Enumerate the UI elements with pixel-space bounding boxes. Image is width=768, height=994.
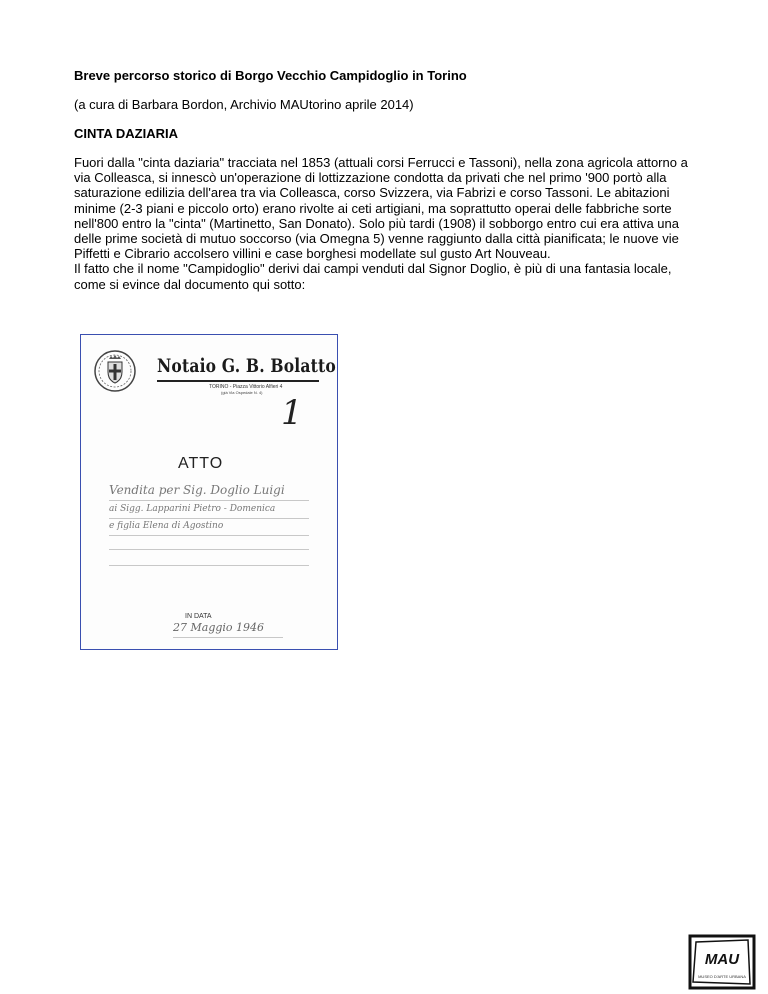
notary-name: Notaio G. B. Bolatto	[157, 355, 336, 377]
paragraph-2: Il fatto che il nome "Campidoglio" derivi dai campi venduti dal Signor Doglio, è più di una fantasia locale, come si evince dal documento qui sotto:	[74, 261, 672, 292]
date-label: IN DATA	[185, 613, 212, 620]
ruled-line	[109, 565, 309, 566]
section-heading: CINTA DAZIARIA	[74, 126, 178, 141]
notary-rule	[157, 380, 319, 382]
page-subtitle: (a cura di Barbara Bordon, Archivio MAUtorino aprile 2014)	[74, 97, 414, 112]
scanned-document-image	[80, 334, 338, 650]
logo-caption: MUSEO D'ARTE URBANA	[698, 974, 746, 979]
paragraph-1: Fuori dalla "cinta daziaria" tracciata nel 1853 (attuali corsi Ferrucci e Tassoni), nella zona agricola attorno a via Colleasca, si innescò un'operazione di lottizzazione condotta da privati che nel primo '900 portò alla saturazione edilizia dell'area tra via Colleasca, corso Svizzera, via Fabrizi e corso Tassoni. Le abitazioni minime (2-3 piani e piccolo orto) erano rivolte ai ceti artigiani, ma soprattutto operai delle fabbriche sorte nell'800 entro la "cinta" (Martinetto, San Donato). Solo più tardi (1908) il sobborgo entro cui era attiva una delle prime società di mutuo soccorso (via Omegna 5) venne raggiunto dalla città pianificata; le nuove vie Piffetti e Cibrario accolsero villini e case borghesi modellate sul gusto Art Nouveau.	[74, 155, 688, 262]
notary-address-note: (già Via Ospedale N. 4)	[221, 390, 263, 395]
page-title: Breve percorso storico di Borgo Vecchio Campidoglio in Torino	[74, 68, 467, 83]
ruled-line	[109, 549, 309, 550]
ruled-line	[109, 518, 309, 519]
handwritten-line-2: ai Sigg. Lapparini Pietro - Domenica	[109, 504, 276, 514]
handwritten-line-3: e figlia Elena di Agostino	[109, 521, 224, 531]
coat-of-arms-icon	[93, 349, 137, 393]
document-heading: ATTO	[178, 455, 224, 472]
ruled-line	[109, 535, 309, 536]
handwritten-line-1: Vendita per Sig. Doglio Luigi	[109, 483, 285, 497]
body-text	[74, 155, 694, 292]
mau-logo-icon	[688, 934, 756, 990]
logo-text: MAU	[704, 951, 740, 968]
ruled-line	[109, 500, 309, 501]
notary-address: TORINO - Piazza Vittorio Alfieri 4	[209, 384, 283, 390]
date-value: 27 Maggio 1946	[173, 621, 265, 634]
document-number: 1	[281, 393, 303, 433]
ruled-line	[173, 637, 283, 638]
